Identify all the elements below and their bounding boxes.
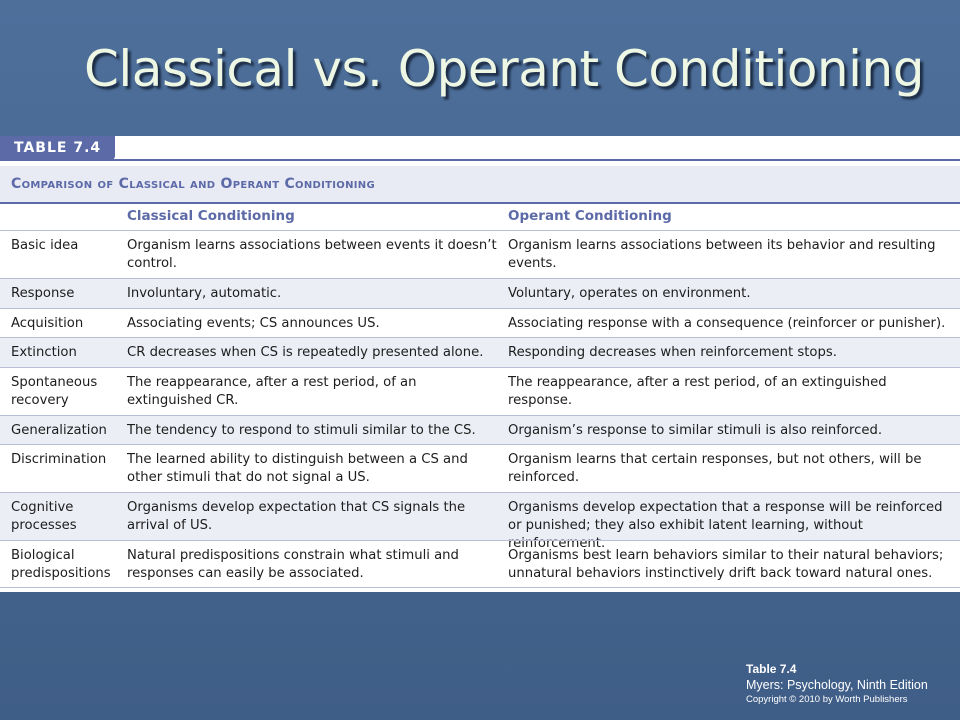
row-label: Extinction — [11, 345, 77, 360]
operant-cell: Voluntary, operates on environment. — [508, 286, 751, 301]
classical-cell: CR decreases when CS is repeatedly presented alone. — [127, 345, 484, 360]
row-label: Generalization — [11, 423, 107, 438]
classical-cell: Organism learns associations between events it doesn’t control. — [127, 238, 497, 271]
row-label: Cognitive processes — [11, 500, 77, 533]
column-header-operant: Operant Conditioning — [508, 208, 672, 224]
operant-cell: Organisms best learn behaviors similar to their natural behaviors; unnatural behaviors instinctively drift back toward natural ones. — [508, 548, 944, 581]
credit-book: Myers: Psychology, Ninth Edition — [746, 678, 928, 692]
table-body — [0, 230, 960, 588]
row-label: Basic idea — [11, 238, 79, 253]
operant-cell: Organism learns that certain responses, but not others, will be reinforced. — [508, 452, 922, 485]
comparison-table — [0, 136, 960, 592]
table-row — [0, 337, 960, 367]
table-number-tab: TABLE 7.4 — [0, 136, 115, 160]
tab-rule — [0, 159, 960, 161]
table-row — [0, 308, 960, 337]
table-row — [0, 444, 960, 492]
operant-cell: The reappearance, after a rest period, of an extinguished response. — [508, 375, 887, 408]
classical-cell: The tendency to respond to stimuli similar to the CS. — [127, 423, 476, 438]
operant-cell: Associating response with a consequence (reinforcer or punisher). — [508, 316, 946, 331]
classical-cell: Involuntary, automatic. — [127, 286, 282, 301]
table-row — [0, 540, 960, 588]
row-label: Biological predispositions — [11, 548, 111, 581]
classical-cell: The learned ability to distinguish between a CS and other stimuli that do not signal a US. — [127, 452, 468, 485]
operant-cell: Organisms develop expectation that a response will be reinforced or punished; they also exhibit latent learning, without reinforcement. — [508, 500, 943, 551]
classical-cell: Organisms develop expectation that CS signals the arrival of US. — [127, 500, 466, 533]
table-row — [0, 278, 960, 308]
row-label: Acquisition — [11, 316, 84, 331]
source-credit — [746, 662, 928, 706]
table-row — [0, 367, 960, 415]
row-label: Response — [11, 286, 75, 301]
column-header-classical: Classical Conditioning — [127, 208, 295, 224]
operant-cell: Organism learns associations between its behavior and resulting events. — [508, 238, 936, 271]
credit-copyright: Copyright © 2010 by Worth Publishers — [746, 694, 908, 705]
classical-cell: The reappearance, after a rest period, of an extinguished CR. — [127, 375, 417, 408]
row-label: Spontaneous recovery — [11, 375, 98, 408]
table-row — [0, 415, 960, 444]
classical-cell: Natural predispositions constrain what stimuli and responses can easily be associated. — [127, 548, 459, 581]
operant-cell: Organism’s response to similar stimuli is also reinforced. — [508, 423, 883, 438]
column-headers — [0, 204, 960, 230]
table-row — [0, 230, 960, 278]
row-label: Discrimination — [11, 452, 107, 467]
credit-table-ref: Table 7.4 — [746, 662, 797, 676]
table-caption: Comparison of Classical and Operant Conditioning — [11, 176, 375, 192]
classical-cell: Associating events; CS announces US. — [127, 316, 380, 331]
operant-cell: Responding decreases when reinforcement stops. — [508, 345, 837, 360]
slide-title: Classical vs. Operant Conditioning — [84, 40, 924, 98]
table-row — [0, 492, 960, 551]
